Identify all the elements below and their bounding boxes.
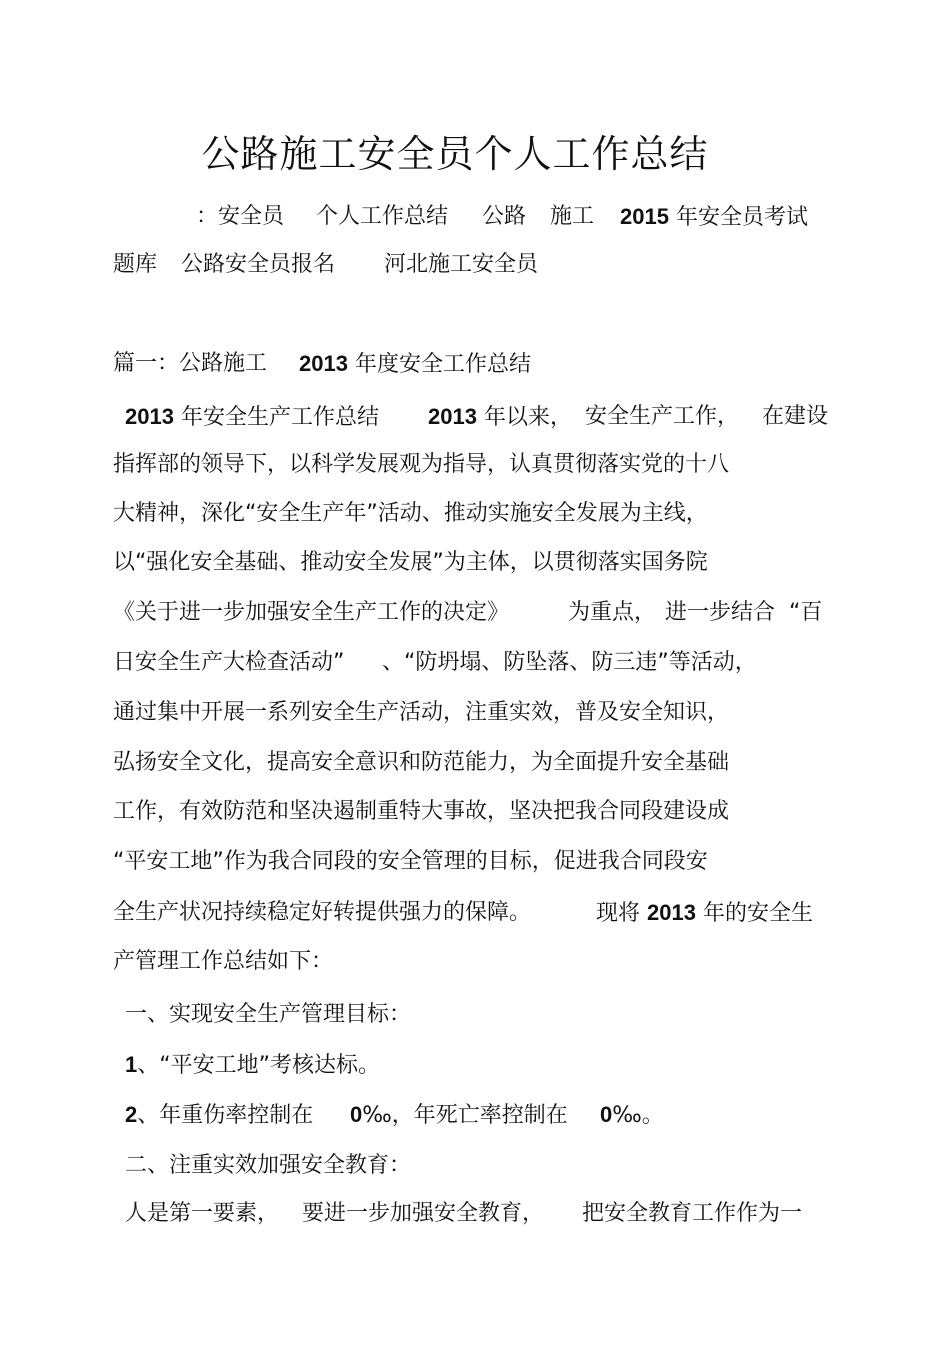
para1-line-3: 大精神，深化“安全生产年”活动、推动实施安全发展为主线， xyxy=(113,501,708,526)
section1-item-2-c: 0‰。 xyxy=(600,1102,664,1128)
para1-line-11-b: 现将 2013 年的安全生 xyxy=(596,900,813,926)
para1-line-1-c: 安全生产工作， xyxy=(585,404,740,429)
keywords-line-1 xyxy=(196,202,284,232)
para1-line-10: “平安工地”作为我合同段的安全管理的目标，促进我合同段安 xyxy=(113,849,708,874)
para1-line-12: 产管理工作总结如下： xyxy=(113,949,334,974)
para1-line-5-a: 《关于进一步加强安全生产工作的决定》 xyxy=(113,600,510,625)
para1-line-6-b: 、“防坍塌、防坠落、防三违”等活动， xyxy=(382,650,757,675)
section2-line-1-b: 要进一步加强安全教育， xyxy=(302,1201,545,1226)
section-heading-year: 2013 年度安全工作总结 xyxy=(299,351,531,377)
section2-line-1-a: 人是第一要素， xyxy=(125,1201,280,1226)
section-heading: 篇一：公路施工 xyxy=(113,351,268,376)
document-title: 公路施工安全员个人工作总结 xyxy=(201,132,709,176)
para1-line-2: 指挥部的领导下，以科学发展观为指导，认真贯彻落实党的十八 xyxy=(113,452,730,477)
para1-line-6-a: 日安全生产大检查活动” xyxy=(113,650,345,675)
para1-line-4: 以“强化安全基础、推动安全发展”为主体，以贯彻落实国务院 xyxy=(113,550,708,575)
section2-heading: 二、注重实效加强安全教育： xyxy=(125,1153,412,1178)
para1-line-5-b: 为重点， xyxy=(568,600,657,625)
keywords-line-1-d: 施工 xyxy=(550,204,595,229)
keywords-line-1-b: 个人工作总结 xyxy=(316,204,449,229)
para1-line-7: 通过集中开展一系列安全生产活动，注重实效，普及安全知识， xyxy=(113,700,730,725)
keywords-line-1-c: 公路 xyxy=(482,204,527,229)
keyword-text: ：安全员 xyxy=(196,204,285,229)
keywords-line-2-c: 河北施工安全员 xyxy=(384,252,539,277)
section2-line-1-c: 把安全教育工作作为一 xyxy=(582,1201,803,1226)
para1-line-11-a: 全生产状况持续稳定好转提供强力的保障。 xyxy=(113,900,532,925)
para1-line-5-c: 进一步结合 xyxy=(665,600,776,625)
section1-item-2-a: 2、年重伤率控制在 xyxy=(125,1102,314,1128)
section1-item-1: 1、“平安工地”考核达标。 xyxy=(125,1052,381,1078)
para1-line-8: 弘扬安全文化，提高安全意识和防范能力，为全面提升安全基础 xyxy=(113,750,730,775)
keywords-line-2-a: 题库 xyxy=(113,252,158,277)
para1-line-1-b: 2013 年以来， xyxy=(428,404,572,430)
para1-line-1-d: 在建设 xyxy=(762,404,829,429)
para1-line-9: 工作，有效防范和坚决遏制重特大事故，坚决把我合同段建设成 xyxy=(113,799,730,824)
para1-line-5-d: “百 xyxy=(789,600,823,625)
section1-item-2-b: 0‰，年死亡率控制在 xyxy=(350,1102,568,1128)
keywords-line-1-e: 2015 年安全员考试 xyxy=(620,204,808,230)
section1-heading: 一、实现安全生产管理目标： xyxy=(125,1002,412,1027)
keywords-line-2-b: 公路安全员报名 xyxy=(181,252,336,277)
para1-line-1-a: 2013 年安全生产工作总结 xyxy=(125,404,379,430)
